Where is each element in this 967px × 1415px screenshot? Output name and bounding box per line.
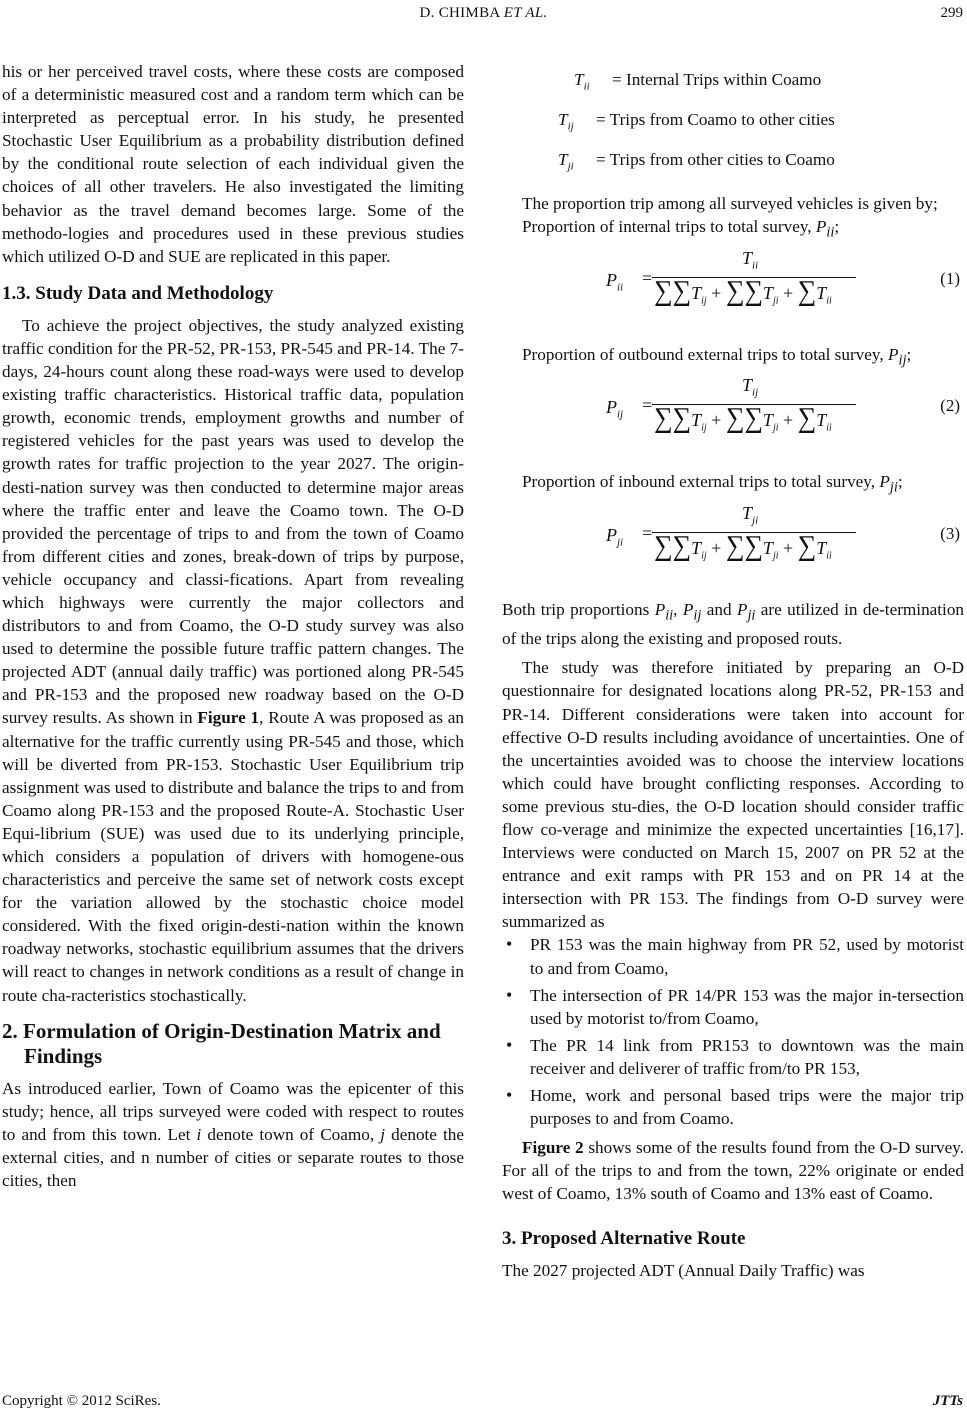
both-text-b: and (706, 599, 732, 619)
definition-tji-text: = Trips from other cities to Coamo (596, 150, 835, 169)
both-text-c: are utilized in de-termination of the trips along the existing and proposed routs. (502, 599, 965, 649)
equation-3 (502, 502, 964, 582)
symbol-tii-base: T (574, 70, 584, 89)
definition-tii-text: = Internal Trips within Coamo (612, 70, 822, 89)
var-i: i (196, 1124, 202, 1144)
equation-2-label: Proportion of outbound external trips to total survey, $P_{ij}$; (522, 344, 912, 369)
trip-definitions (502, 62, 964, 182)
symbol-tji-sub: ji (567, 160, 574, 173)
eq2-num-sub: ij (752, 386, 759, 399)
equation-3-label-sym: P (879, 472, 890, 492)
symbol-tii (574, 62, 612, 104)
figure-2-reference[interactable]: Figure 2 (522, 1138, 584, 1158)
journal-abbreviation: JTTs (932, 1393, 963, 1409)
eq3-denominator: $\sum\sum T_{ij} + \sum\sum T_{ji} + \sum T_{ii}$ (654, 529, 832, 562)
left-paragraph-1: his or her perceived travel costs, where these costs are composed of a deterministic measured cost and a random term which can be interpreted as perceptual error. In his study, he presented Stochastic User Equilibrium as a probability distribution defined by the conditional route selection of each individual given the choices of all other travelers. He also investigated the limiting behavior as the travel demand becomes large. Some of the methodo-logies and procedures used in these previous studies which utilized O-D and SUE are replicated in this paper. (2, 62, 464, 266)
equation-1-label-sym: P (815, 217, 827, 237)
var-j: j (380, 1124, 386, 1144)
last-paragraph: The 2027 projected ADT (Annual Daily Traffic) was (502, 1261, 865, 1281)
eq2-lhs (606, 396, 623, 427)
eq3-numerator (742, 502, 758, 533)
left-column (2, 60, 464, 1192)
page-number: 299 (940, 5, 963, 21)
study-paragraph: The study was therefore initiated by preparing an O-D questionnaire for designated locations along PR-52, PR-153 and PR-14. Different considerations were taken into account for effective O-D results including avoidance of uncertainties. One of the uncertainties avoided was to choose the interview locations which could have brought conflicting responses. According to some previous stu-dies, the O-D location should consider traffic flow co-verage and minimize the expected uncertainties [16,17]. Interviews were conducted on March 15, 2007 on PR 52 at the entrance and exit ramps with PR 153 and on PR 14 at the intersection with PR 153. The findings from O-D survey were summarized as (502, 658, 964, 932)
equation-2-label-sub: ij (898, 352, 907, 369)
eq3-equals: = (642, 522, 653, 543)
equation-2 (502, 375, 964, 454)
running-etal: ET AL. (503, 5, 548, 21)
left-paragraph-2-text-b: , Route A was proposed as an alternative for the traffic currently using PR-545 and those, which will be diverted from PR-153. Stochastic User Equilibrium trip assignment was used to distribute and balance the trips to and from Coamo along PR-153 and the proposed Route-A. Stochastic User Equi-librium (SUE) was used due to its underlying principle, which considers a population of drivers with homogene-ous characteristics and perceive the same set of network costs except for the variation allowed by the stochastic choice model considered. With the fixed origin-desti-nation within the known roadway networks, stochastic equilibrium assumes that the drivers will react to changes in network conditions as a result of change in route cha-racteristics stochastically. (2, 708, 465, 1005)
eq1-num-base: T (742, 247, 753, 268)
eq3-lhs-sub: ji (617, 536, 624, 549)
eq2-num-base: T (742, 375, 753, 396)
symbol-tii-sub: ii (583, 80, 590, 93)
findings-list (502, 933, 964, 1130)
left-paragraph-3 (2, 1077, 464, 1192)
eq2-denominator: $\sum\sum T_{ij} + \sum\sum T_{ji} + \sum T_{ii}$ (654, 401, 832, 434)
eq1-lhs-base: P (606, 269, 617, 290)
section-heading-3: 3. Proposed Alternative Route (502, 1228, 746, 1250)
copyright-notice: Copyright © 2012 SciRes. (2, 1393, 161, 1409)
both-text-a: Both trip proportions (502, 599, 650, 619)
eq2-lhs-base: P (606, 397, 617, 418)
proportion-intro: The proportion trip among all surveyed vehicles is given by; (522, 194, 938, 213)
eq1-lhs-sub: ii (617, 281, 624, 294)
eq1-number: (1) (940, 268, 960, 288)
definition-tij-text: = Trips from Coamo to other cities (596, 110, 835, 129)
eq1-lhs (606, 269, 623, 300)
equation-1-label-sub: ii (826, 224, 835, 241)
eq3-lhs-base: P (606, 524, 617, 545)
figure-2-paragraph (502, 1136, 964, 1205)
page-header (0, 2, 967, 28)
section-heading-1-3: 1.3. Study Data and Methodology (2, 282, 274, 304)
eq1-num-sub: ii (752, 259, 759, 272)
symbol-tij (558, 102, 596, 144)
right-column (502, 60, 964, 1283)
eq1-numerator (742, 247, 758, 278)
list-item: • The intersection of PR 14/PR 153 was the major in-tersection used by motorist to/from Coamo, (530, 984, 964, 1030)
list-item: • The PR 14 link from PR153 to downtown was the main receiver and deliverer of traffic from/to PR 153, (530, 1034, 964, 1080)
left-paragraph-2 (2, 314, 464, 1007)
symbol-tij-base: T (558, 110, 568, 129)
list-item: • Home, work and personal based trips were the major trip purposes to and from Coamo. (530, 1084, 964, 1130)
definition-tij (502, 102, 964, 142)
left-paragraph-2-text-a: To achieve the project objectives, the study analyzed existing traffic condition for the PR-52, PR-153, PR-545 and PR-14. The 7-days, 24-hours count along these road-ways were used to develop existing traffic characteristics. Historical traffic data, population growth, economic trends, employment growths and number of registered vehicles for the past years was used to develop the growth rates for traffic projection to the year 2027. The origin-desti-nation survey was then conducted to determine major areas where the traffic enter and leave the Coamo town. The O-D provided the percentage of trips to and from the town of Coamo from different cities and zones, break-down of trips by purpose, vehicle occupancy and classi-fications. Apart from revealing which highways were currently the major collectors and distributors to and from Coamo, the O-D study survey was also used to determine the possible future traffic pattern changes. The projected ADT (annual daily traffic) was portioned along PR-545 and PR-153 and the proposed new roadway based on the O-D survey results. As shown in (2, 315, 464, 728)
eq2-lhs-sub: ij (617, 408, 624, 421)
trip-proportions-paragraph: Both trip proportions $P_{ii}$, $P_{ij}$ and $P_{ji}$ are utilized in de-termination of the trips along the existing and proposed routs. (502, 599, 965, 649)
equation-2-label-text: Proportion of outbound external trips to total survey, (522, 344, 884, 364)
section-heading-2: 2. Formulation of Origin-Destination Matrix and Findings (2, 1018, 441, 1068)
left-paragraph-3-text-a: As introduced earlier, Town of Coamo was the epicenter of this study; hence, all trips surveyed were coded with respect to routes to and from this town. Let (2, 1078, 464, 1144)
equation-1-label-text: Proportion of internal trips to total survey, (522, 217, 812, 237)
eq1-equals: = (642, 267, 653, 288)
equation-2-label-sym: P (887, 344, 899, 364)
left-paragraph-3-text-c: denote the external cities, and n number of cities or separate routes to those cities, then (2, 1124, 465, 1191)
equation-3-label-sub: ji (889, 479, 898, 496)
definition-tji (502, 142, 964, 182)
equation-1-label: Proportion of internal trips to total survey, $P_{ii}$; (522, 217, 840, 241)
figure-1-reference[interactable]: Figure 1 (197, 708, 260, 728)
definition-tii (502, 62, 964, 102)
symbol-tji-base: T (558, 150, 568, 169)
left-paragraph-3-text-b: denote town of Coamo, (207, 1124, 375, 1144)
eq2-number: (2) (940, 396, 960, 416)
running-title (0, 5, 967, 22)
equation-3-label: Proportion of inbound external trips to total survey, $P_{ji}$; (522, 472, 903, 496)
symbol-tji (558, 142, 596, 184)
running-authors: D. CHIMBA (419, 5, 500, 21)
equation-1 (502, 247, 964, 327)
eq2-numerator (742, 374, 758, 405)
symbol-tij-sub: ij (567, 120, 574, 133)
eq3-num-sub: ji (752, 514, 759, 527)
figure-2-paragraph-text: shows some of the results found from the O-D survey. For all of the trips to and from the town, 22% originate or ended west of Coamo, 13% south of Coamo and 13% east of Coamo. (502, 1138, 964, 1204)
eq3-number: (3) (940, 523, 960, 543)
eq2-equals: = (642, 395, 653, 416)
eq3-num-base: T (742, 502, 753, 523)
eq3-lhs (606, 524, 623, 555)
equation-3-label-text: Proportion of inbound external trips to total survey, (522, 472, 876, 492)
eq1-denominator: $\sum\sum T_{ij} + \sum\sum T_{ji} + \sum T_{ii}$ (654, 274, 832, 307)
list-item: • PR 153 was the main highway from PR 52, used by motorist to and from Coamo, (530, 933, 964, 979)
